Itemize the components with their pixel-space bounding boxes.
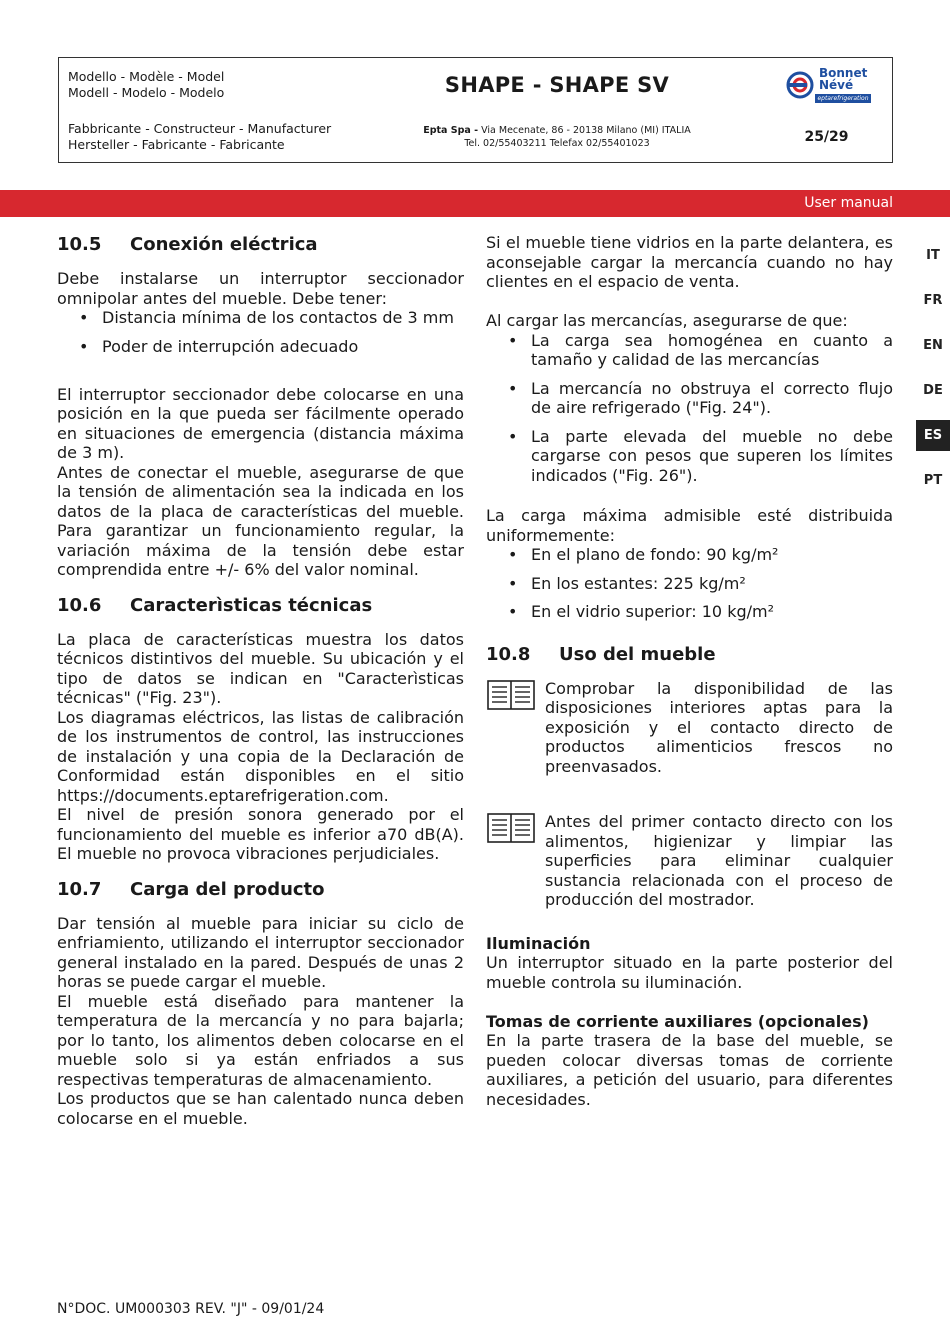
list-item: • Distancia mínima de los contactos de 3 mm bbox=[79, 308, 464, 328]
list-item: • La mercancía no obstruya el correcto flujo de aire refrigerado ("Fig. 24"). bbox=[508, 379, 893, 418]
paragraph: Los productos que se han calentado nunca deben colocarse en el mueble. bbox=[57, 1089, 464, 1128]
paragraph: Dar tensión al mueble para iniciar su ciclo de enfriamiento, utilizando el interruptor seccionador general instalado en la pared. Después de unas 2 horas se puede cargar el mueble. bbox=[57, 913, 464, 991]
heading-10-5 bbox=[57, 233, 464, 257]
heading-title: Caracterìsticas técnicas bbox=[130, 594, 373, 616]
heading-number: 10.6 bbox=[57, 594, 102, 616]
lang-tab-en[interactable]: EN bbox=[916, 330, 950, 361]
address-phone: Tel. 02/55403211 Telefax 02/55401023 bbox=[464, 138, 650, 149]
model-label bbox=[59, 58, 353, 112]
paragraph: Un interruptor situado en la parte posterior del mueble controla su iluminación. bbox=[486, 953, 893, 992]
heading-number: 10.5 bbox=[57, 234, 102, 255]
paragraph: El mueble está diseñado para mantener la temperatura de la mercancía y no para bajarla; por lo tanto, los alimentos deben colocarse en el mueble solo si ya están enfriados a sus respectivas temperaturas de almacenamiento. bbox=[57, 991, 464, 1089]
model-label-line2: Modell - Modelo - Modelo bbox=[68, 85, 225, 100]
manufacturer-label bbox=[59, 112, 353, 162]
lang-tab-pt[interactable]: PT bbox=[916, 465, 950, 496]
paragraph: Si el mueble tiene vidrios en la parte delantera, es aconsejable cargar la mercancía cuando no hay clientes en el espacio de venta. bbox=[486, 233, 893, 291]
paragraph: En la parte trasera de la base del mueble, se pueden colocar diversas tomas de corriente auxiliares, a petición del usuario, para diferentes necesidades. bbox=[486, 1031, 893, 1109]
section-band bbox=[0, 190, 950, 217]
open-book-icon bbox=[487, 812, 535, 844]
user-manual-label: User manual bbox=[804, 195, 893, 211]
note-text: Comprobar la disponibilidad de las disposiciones interiores aptas para la exposición y el contacto directo de productos alimenticios frescos no preenvasados. bbox=[545, 678, 893, 776]
model-label-line1: Modello - Modèle - Model bbox=[68, 69, 225, 84]
paragraph: La placa de características muestra los datos técnicos distintivos del mueble. Su ubicación y el tipo de datos se indican en "Caracterìsticas técnicas" ("Fig. 23"). bbox=[57, 629, 464, 707]
address-line1 bbox=[353, 124, 761, 137]
lang-tab-es[interactable]: ES bbox=[916, 420, 950, 451]
brand-logo bbox=[761, 58, 892, 112]
lang-tab-de[interactable]: DE bbox=[916, 375, 950, 406]
list-item: • En los estantes: 225 kg/m² bbox=[508, 574, 893, 594]
manufacturer-address bbox=[353, 112, 761, 162]
document-header bbox=[58, 57, 893, 163]
manufacturer-label-line2: Hersteller - Fabricante - Fabricante bbox=[68, 137, 285, 152]
open-book-icon bbox=[487, 679, 535, 711]
list-item: • La parte elevada del mueble no debe cargarse con pesos que superen los límites indicados ("Fig. 26"). bbox=[508, 427, 893, 486]
paragraph: Al cargar las mercancías, asegurarse de que: bbox=[486, 311, 848, 330]
lang-tab-fr[interactable]: FR bbox=[916, 285, 950, 316]
paragraph: La carga máxima admisible esté distribuida uniformemente: bbox=[486, 506, 893, 545]
heading-title: Uso del mueble bbox=[559, 643, 716, 665]
paragraph: El nivel de presión sonora generado por el funcionamiento del mueble es inferior a70 dB(A). El mueble no provoca vibraciones perjudiciales. bbox=[57, 805, 464, 863]
heading-title: Carga del producto bbox=[130, 878, 325, 900]
logo-word-bonnet: Bonnet bbox=[819, 66, 868, 80]
heading-number: 10.7 bbox=[57, 878, 102, 900]
document-number: N°DOC. UM000303 REV. "J" - 09/01/24 bbox=[57, 1301, 325, 1317]
list-item: • En el vidrio superior: 10 kg/m² bbox=[508, 602, 893, 622]
logo-word-neve: Névé bbox=[819, 78, 854, 92]
language-tabs bbox=[916, 240, 950, 510]
bonnet-neve-logo-icon bbox=[785, 70, 815, 100]
bullet-list bbox=[57, 308, 464, 356]
paragraph: El interruptor seccionador debe colocarse en una posición en la que pueda ser fácilmente operado en situaciones de emergencia (distancia máxima de 3 m). bbox=[57, 384, 464, 462]
illumination-title: Iluminación bbox=[486, 933, 591, 953]
note-text: Antes del primer contacto directo con los alimentos, higienizar y limpiar las superficies para eliminar cualquier sustancia relacionada con el proceso de producción del mostrador. bbox=[545, 812, 893, 909]
list-item: • Poder de interrupción adecuado bbox=[79, 337, 464, 357]
heading-10-6 bbox=[57, 594, 464, 618]
list-item: • En el plano de fondo: 90 kg/m² bbox=[508, 545, 893, 565]
left-column bbox=[57, 233, 464, 1128]
paragraph: Antes de conectar el mueble, asegurarse de que la tensión de alimentación sea la indicada en los datos de la placa de características del mueble. Para garantizar un funcionamiento regular, la variación máxima de la tensión debe estar comprendida entre +/- 6% del valor nominal. bbox=[57, 462, 464, 579]
aux-outlets-title: Tomas de corriente auxiliares (opcionales) bbox=[486, 1011, 869, 1031]
right-column bbox=[486, 233, 893, 1109]
list-item: • La carga sea homogénea en cuanto a tamaño y calidad de las mercancías bbox=[508, 331, 893, 370]
paragraph: Los diagramas eléctricos, las listas de calibración de los instrumentos de control, las instrucciones de instalación y una copia de la Declaración de Conformidad están disponibles en el sitio https://documents.eptarefrigeration.com. bbox=[57, 707, 464, 805]
info-note bbox=[486, 812, 893, 910]
manufacturer-label-line1: Fabbricante - Constructeur - Manufacturer bbox=[68, 121, 332, 136]
paragraph: Debe instalarse un interruptor seccionador omnipolar antes del mueble. Debe tener: bbox=[57, 269, 464, 308]
lang-tab-it[interactable]: IT bbox=[916, 240, 950, 271]
bullet-list bbox=[486, 545, 893, 622]
heading-number: 10.8 bbox=[486, 643, 531, 665]
address-street: Via Mecenate, 86 - 20138 Milano (MI) ITALIA bbox=[478, 125, 691, 136]
info-note bbox=[486, 679, 893, 777]
bullet-list bbox=[486, 331, 893, 486]
model-title: SHAPE - SHAPE SV bbox=[444, 73, 670, 97]
page-number: 25/29 bbox=[804, 129, 849, 145]
address-company: Epta Spa - bbox=[423, 125, 479, 136]
logo-strip-epta: eptarefrigeration bbox=[815, 94, 871, 103]
heading-10-7 bbox=[57, 878, 464, 902]
heading-10-8 bbox=[486, 643, 893, 667]
heading-title: Conexión eléctrica bbox=[130, 234, 318, 255]
